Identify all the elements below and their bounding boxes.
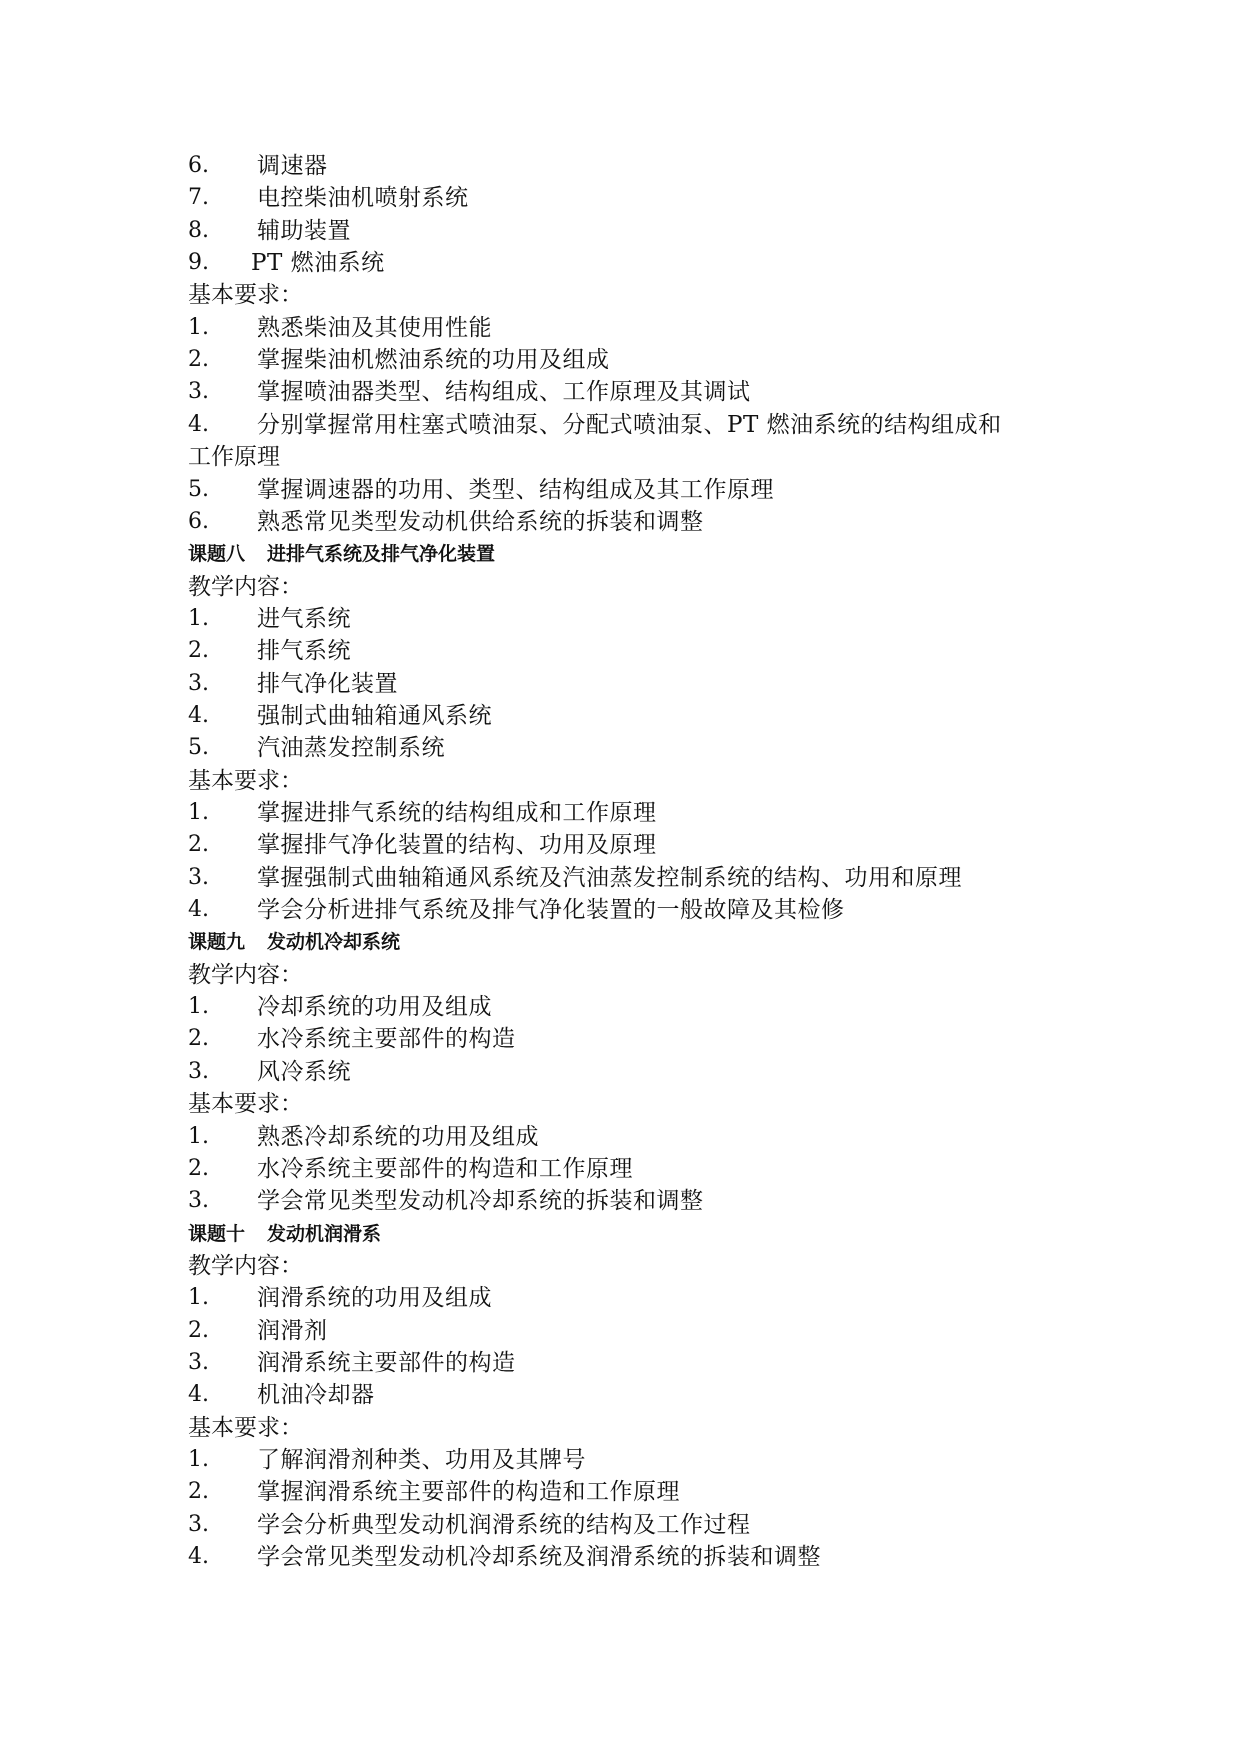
list-item-text: 掌握调速器的功用、类型、结构组成及其工作原理 (257, 477, 774, 503)
list-item-text: 机油冷却器 (257, 1382, 375, 1408)
topic-heading (188, 539, 495, 569)
list-item-text: 水冷系统主要部件的构造 (257, 1026, 516, 1052)
list-item-text: 电控柴油机喷射系统 (257, 185, 469, 211)
list-item-number: 2. (188, 1318, 209, 1343)
topic-title: 发动机润滑系 (267, 1223, 382, 1245)
list-item-number: 2. (188, 1479, 209, 1504)
list-item-number: 1. (188, 1285, 209, 1310)
list-item-text: 掌握排气净化装置的结构、功用及原理 (257, 832, 657, 858)
list-item-text: 汽油蒸发控制系统 (257, 735, 445, 761)
list-item-text: 学会常见类型发动机冷却系统的拆装和调整 (257, 1188, 704, 1214)
list-item-number: 3. (188, 865, 209, 890)
list-item-text: 掌握润滑系统主要部件的构造和工作原理 (257, 1479, 680, 1505)
list-item-text: 润滑系统的功用及组成 (257, 1285, 492, 1311)
list-item-text: 熟悉常见类型发动机供给系统的拆装和调整 (257, 509, 704, 535)
list-item-number: 9. (188, 250, 209, 275)
list-item-text: 辅助装置 (257, 218, 351, 244)
list-item-number: 4. (188, 412, 209, 437)
topic-number: 课题八 (188, 543, 246, 565)
topic-title: 发动机冷却系统 (267, 931, 401, 953)
list-item-text: PT 燃油系统 (251, 250, 385, 276)
list-item-number: 3. (188, 1512, 209, 1537)
list-item-number: 2. (188, 832, 209, 857)
list-item-text: 掌握进排气系统的结构组成和工作原理 (257, 800, 657, 826)
list-item-number: 5. (188, 477, 209, 502)
list-item-text: 了解润滑剂种类、功用及其牌号 (257, 1447, 586, 1473)
list-item-text: 调速器 (257, 153, 328, 179)
list-item-text: 风冷系统 (257, 1059, 351, 1085)
list-item-number: 3. (188, 1059, 209, 1084)
list-item-text: 熟悉柴油及其使用性能 (257, 315, 492, 341)
list-item-text: 掌握强制式曲轴箱通风系统及汽油蒸发控制系统的结构、功用和原理 (257, 865, 962, 891)
list-item-number: 1. (188, 994, 209, 1019)
list-item-text: 水冷系统主要部件的构造和工作原理 (257, 1156, 633, 1182)
list-item-number: 1. (188, 1124, 209, 1149)
list-item-text: 进气系统 (257, 606, 351, 632)
list-item-text: 润滑剂 (257, 1318, 328, 1344)
list-item-number: 6. (188, 509, 209, 534)
topic-number: 课题九 (188, 931, 246, 953)
list-item-text: 强制式曲轴箱通风系统 (257, 703, 492, 729)
list-item-number: 3. (188, 1188, 209, 1213)
list-item-text: 掌握喷油器类型、结构组成、工作原理及其调试 (257, 379, 751, 405)
list-item-number: 2. (188, 1156, 209, 1181)
topic-heading (188, 1219, 381, 1249)
list-item-number: 6. (188, 153, 209, 178)
list-item-text: 排气系统 (257, 638, 351, 664)
section-label: 基本要求： (188, 1091, 303, 1117)
list-item-number: 2. (188, 347, 209, 372)
list-item-number: 1. (188, 315, 209, 340)
topic-number: 课题十 (188, 1223, 246, 1245)
list-item-number: 7. (188, 185, 209, 210)
list-item-number: 4. (188, 897, 209, 922)
list-item-text: 掌握柴油机燃油系统的功用及组成 (257, 347, 610, 373)
topic-heading (188, 927, 400, 957)
list-item-text: 冷却系统的功用及组成 (257, 994, 492, 1020)
list-item-number: 3. (188, 671, 209, 696)
list-item-text: 排气净化装置 (257, 671, 398, 697)
list-item-text: 熟悉冷却系统的功用及组成 (257, 1124, 539, 1150)
section-label: 基本要求： (188, 1415, 303, 1441)
list-item-text: 学会分析典型发动机润滑系统的结构及工作过程 (257, 1512, 751, 1538)
list-item-number: 1. (188, 800, 209, 825)
list-item-number: 4. (188, 1382, 209, 1407)
section-label: 基本要求： (188, 282, 303, 308)
list-item-text: 润滑系统主要部件的构造 (257, 1350, 516, 1376)
list-item-number: 3. (188, 1350, 209, 1375)
list-item-text: 学会分析进排气系统及排气净化装置的一般故障及其检修 (257, 897, 845, 923)
list-item-number: 4. (188, 703, 209, 728)
section-label: 基本要求： (188, 768, 303, 794)
list-item-number: 3. (188, 379, 209, 404)
section-label: 教学内容： (188, 574, 303, 600)
list-item-number: 1. (188, 1447, 209, 1472)
list-item-text: 分别掌握常用柱塞式喷油泵、分配式喷油泵、PT 燃油系统的结构组成和 (257, 412, 1002, 438)
list-item-number: 5. (188, 735, 209, 760)
list-item-number: 2. (188, 638, 209, 663)
list-item-text: 学会常见类型发动机冷却系统及润滑系统的拆装和调整 (257, 1544, 821, 1570)
list-item-number: 8. (188, 218, 209, 243)
list-item-number: 1. (188, 606, 209, 631)
section-label: 教学内容： (188, 962, 303, 988)
list-item-number: 4. (188, 1544, 209, 1569)
section-label: 教学内容： (188, 1253, 303, 1279)
list-item-number: 2. (188, 1026, 209, 1051)
section-label: 工作原理 (188, 444, 280, 470)
topic-title: 进排气系统及排气净化装置 (267, 543, 496, 565)
